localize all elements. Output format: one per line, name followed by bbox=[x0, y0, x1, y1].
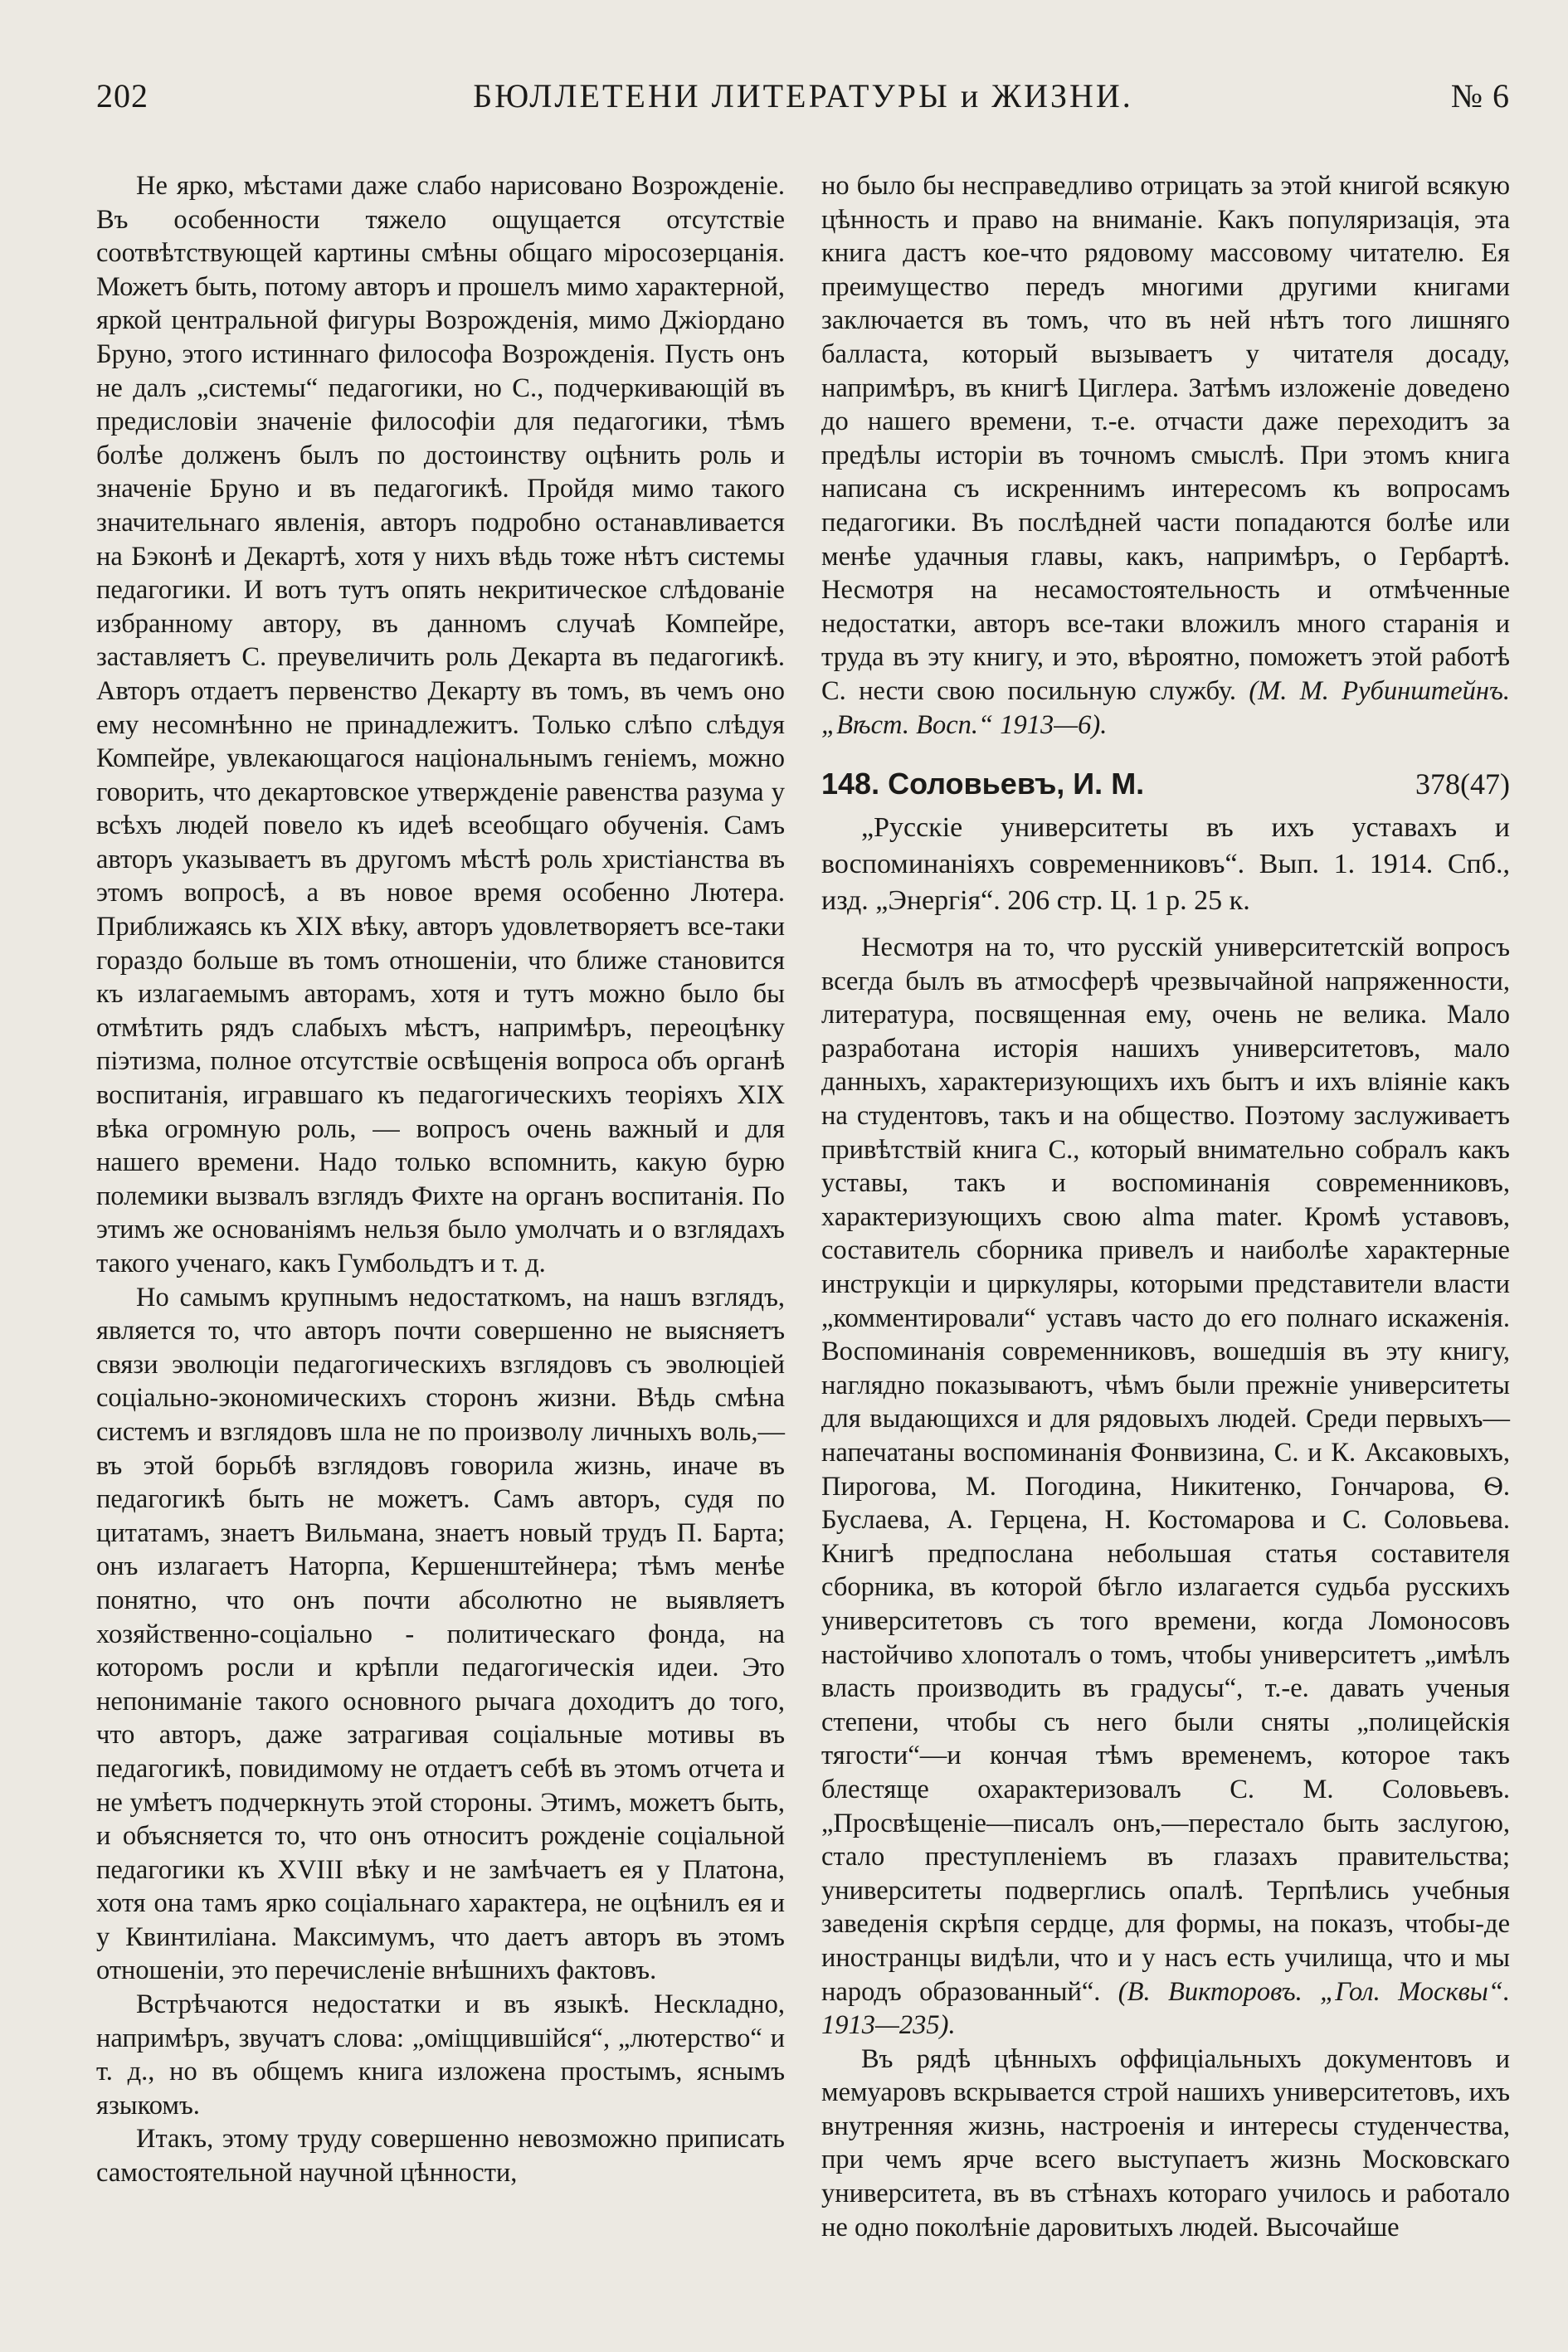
bibliographic-record bbox=[821, 810, 1510, 919]
entry-heading bbox=[821, 767, 1510, 801]
entry-title: 148. Соловьевъ, И. М. bbox=[821, 767, 1145, 801]
right-column bbox=[821, 169, 1510, 2244]
left-column bbox=[96, 169, 785, 2244]
review-citation: (М. М. Рубинштейнъ. „Вѣст. Восп.“ 1913—6). bbox=[821, 675, 1511, 740]
page-number: 202 bbox=[96, 77, 149, 114]
paragraph: Встрѣчаются недостатки и въ языкѣ. Нескладно, напримѣръ, звучатъ слова: „оміщцившійся“, „лютерство“ и т. д., но въ общемъ книга изложена простымъ, яснымъ языкомъ. bbox=[96, 1989, 785, 2121]
paragraph: Итакъ, этому труду совершенно невозможно приписать самостоятельной научной цѣнности, bbox=[96, 2124, 785, 2189]
issue-number: № 6 bbox=[1450, 77, 1510, 114]
review-citation: (В. Викторовъ. „Гол. Москвы“. 1913—235). bbox=[821, 1976, 1510, 2041]
journal-title: БЮЛЛЕТЕНИ ЛИТЕРАТУРЫ и ЖИЗНИ. bbox=[473, 77, 1133, 114]
text-columns bbox=[96, 169, 1510, 2244]
paragraph: Въ рядѣ цѣнныхъ оффиціальныхъ документовъ и мемуаровъ вскрывается строй нашихъ университетовъ, ихъ внутренняя жизнь, настроенія и интересы студенчества, при чемъ ярче всего выступаетъ жизнь Московскаго университета, въ въ стѣнахъ котораго училось и работало не одно поколѣніе даровитыхъ людей. Высочайше bbox=[821, 2043, 1510, 2242]
paragraph bbox=[821, 931, 1510, 2043]
classification-code: 378(47) bbox=[1415, 767, 1510, 801]
page-header bbox=[96, 76, 1510, 126]
paragraph: Не ярко, мѣстами даже слабо нарисовано Возрожденіе. Въ особенности тяжело ощущается отсутствіе соотвѣтствующей картины смѣны общаго міросозерцанія. Можетъ быть, потому авторъ и прошелъ мимо характерной, яркой центральной фигуры Возрожденія, мимо Джіордано Бруно, этого истиннаго философа Возрожденія. Пусть онъ не далъ „системы“ педагогики, но С., подчеркивающій въ предисловіи значеніе философіи для педагогики, тѣмъ болѣе долженъ былъ по достоинству оцѣнить роль и значеніе Бруно и въ педагогикѣ. Пройдя мимо такого значительнаго явленія, авторъ подробно останавливается на Бэконѣ и Декартѣ, хотя у нихъ вѣдь тоже нѣтъ системы педагогики. И вотъ тутъ опять некритическое слѣдованіе избранному автору, въ данномъ случаѣ Компейре, заставляетъ С. преувеличить роль Декарта въ педагогикѣ. Авторъ отдаетъ первенство Декарту въ томъ, въ чемъ оно ему несомнѣнно не принадлежитъ. Только слѣпо слѣдуя Компейре, увлекающагося національнымъ геніемъ, можно говорить, что декартовское утвержденіе равенства разума у всѣхъ людей повело къ идеѣ всеобщаго обученія. Самъ авторъ указываетъ въ другомъ мѣстѣ роль христіанства въ этомъ вопросѣ, а въ новое время особенно Лютера. Приближаясь къ XIX вѣку, авторъ удовлетворяетъ все-таки гораздо больше въ томъ отношеніи, что ближе становится къ излагаемымъ авторамъ, хотя и тутъ можно было бы отмѣтить рядъ слабыхъ мѣстъ, напримѣръ, переоцѣнку піэтизма, полное отсутствіе освѣщенія вопроса объ органѣ воспитанія, игравшаго къ педагогическихъ теоріяхъ XIX вѣка огромную роль, — вопросъ очень важный и для нашего времени. Надо только вспомнить, какую бурю полемики вызвалъ взглядъ Фихте на органъ воспитанія. По этимъ же основаніямъ нельзя было умолчать и о взглядахъ такого ученаго, какъ Гумбольдтъ и т. д. bbox=[96, 171, 785, 1278]
review-text: Несмотря на то, что русскій университетскій вопросъ всегда былъ въ атмосферѣ чрезвычайной напряженности, литература, посвященная ему, очень не велика. Мало разработана исторія нашихъ университетовъ, мало данныхъ, характеризующихъ ихъ бытъ и ихъ вліяніе какъ на студентовъ, такъ и на общество. Поэтому заслуживаетъ привѣтствій книга С., который внимательно собралъ какъ уставы, такъ и воспоминанія современниковъ, характеризующихъ свою alma mater. Кромѣ уставовъ, составитель сборника привелъ и наиболѣе характерные инструкціи и циркуляры, которыми представители власти „комментировали“ уставъ часто до его полнаго искаженія. Воспоминанія современниковъ, вошедшія въ эту книгу, наглядно показываютъ, чѣмъ были прежніе университеты для выдающихся и для рядовыхъ людей. Среди первыхъ—напечатаны воспоминанія Фонвизина, С. и К. Аксаковыхъ, Пирогова, М. Погодина, Никитенко, Гончарова, Ѳ. Буслаева, А. Герцена, Н. Костомарова и С. Соловьева. Книгѣ предпослана небольшая статья составителя сборника, въ которой бѣгло излагается судьба русскихъ университетовъ съ того времени, когда Ломоносовъ настойчиво хлопоталъ о томъ, чтобы университетъ „имѣлъ власть производить въ градусы“, т.-е. давать ученыя степени, чтобы съ него были сняты „полицейскія тягости“—и кончая тѣмъ временемъ, которое такъ блестяще охарактеризовалъ С. М. Соловьевъ. „Просвѣщеніе—писалъ онъ,—перестало быть заслугою, стало преступленіемъ въ глазахъ правительства; университеты подверглись опалѣ. Терпѣлись учебныя заведенія скрѣпя сердце, для формы, на показъ, чтобы-де иностранцы видѣли, что и у насъ есть училища, что и мы народъ образованный“. bbox=[821, 933, 1510, 2007]
paragraph-continuation bbox=[821, 169, 1510, 742]
continued-text: но было бы несправедливо отрицать за этой книгой всякую цѣнность и право на вниманіе. Какъ популяризація, эта книга дастъ кое-что рядовому массовому читателю. Ея преимущество передъ многими другими книгами заключается въ томъ, что въ ней нѣтъ того лишняго балласта, который вызываетъ у читателя досаду, напримѣръ, въ книгѣ Циглера. Затѣмъ изложеніе доведено до нашего времени, т.-е. отчасти даже переходитъ за предѣлы исторіи въ точномъ смыслѣ. При этомъ книга написана съ искреннимъ интересомъ къ вопросамъ педагогики. Въ послѣдней части попадаются болѣе или менѣе удачныя главы, какъ, напримѣръ, о Гербартѣ. Несмотря на несамостоятельность и отмѣченные недостатки, авторъ все-таки вложилъ много старанія и труда въ эту книгу, и это, вѣроятно, поможетъ этой работѣ С. нести свою посильную службу. bbox=[821, 171, 1510, 706]
bibliographic-text: „Русскіе университеты въ ихъ уставахъ и воспоминаніяхъ современниковъ“. Вып. 1. 1914. Спб., изд. „Энергія“. 206 стр. Ц. 1 р. 25 к. bbox=[821, 812, 1510, 917]
paragraph: Но самымъ крупнымъ недостаткомъ, на нашъ взглядъ, является то, что авторъ почти совершенно не выясняетъ связи эволюціи педагогическихъ взглядовъ съ эволюціей соціально-экономическихъ сторонъ жизни. Вѣдь смѣна системъ и взглядовъ шла не по произволу личныхъ воль,— въ этой борьбѣ взглядовъ говорила жизнь, иначе въ педагогикѣ быть не можетъ. Самъ авторъ, судя по цитатамъ, знаетъ Вильмана, знаетъ новый трудъ П. Барта; онъ излагаетъ Наторпа, Кершенштейнера; тѣмъ менѣе понятно, что онъ почти абсолютно не выявляетъ хозяйственно-соціально - политическаго фонда, на которомъ росли и крѣпли педагогическія идеи. Это непониманіе такого основного рычага доходитъ до того, что авторъ, даже затрагивая соціальные мотивы въ педагогикѣ, повидимому не отдаетъ себѣ въ этомъ отчета и не умѣетъ подчеркнуть этой стороны. Этимъ, можетъ быть, и объясняется то, что онъ относитъ рожденіе соціальной педагогики къ XVIII вѣку и не замѣчаетъ ея у Платона, хотя она тамъ ярко соціальнаго характера, не оцѣнилъ ея и у Квинтиліана. Максимумъ, что даетъ авторъ въ этомъ отношеніи, это перечисленіе внѣшнихъ фактовъ. bbox=[96, 1282, 785, 1986]
